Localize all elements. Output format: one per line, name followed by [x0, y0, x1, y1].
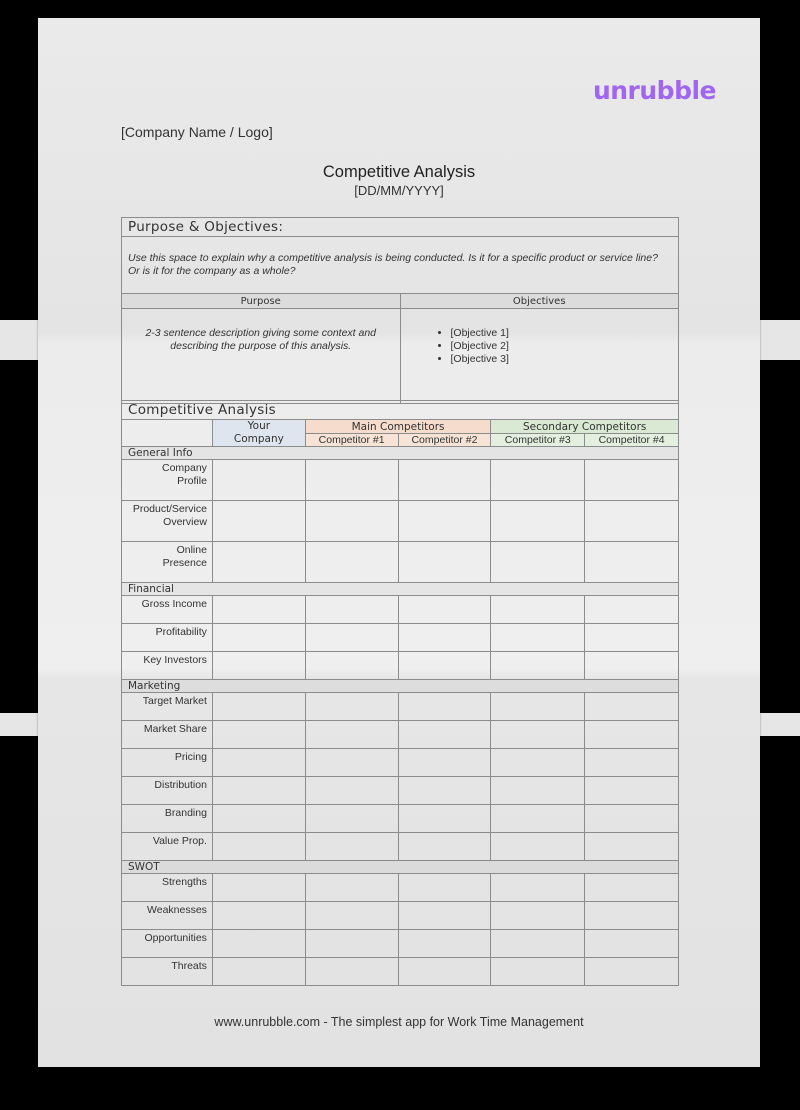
- input-cell[interactable]: [491, 874, 585, 902]
- input-cell[interactable]: [585, 460, 679, 501]
- table-row: [122, 833, 679, 861]
- row-label: Gross Income: [122, 596, 213, 624]
- input-cell[interactable]: [491, 721, 585, 749]
- row-label-line: Company: [161, 462, 207, 474]
- table-row: [122, 874, 679, 902]
- input-cell[interactable]: [398, 542, 491, 583]
- input-cell[interactable]: [212, 833, 305, 861]
- input-cell[interactable]: [491, 652, 585, 680]
- secondary-competitors-header: Secondary Competitors: [491, 420, 679, 434]
- objectives-cell: [400, 309, 679, 404]
- input-cell[interactable]: [305, 624, 398, 652]
- input-cell[interactable]: [398, 721, 491, 749]
- table-row: [122, 805, 679, 833]
- input-cell[interactable]: [398, 652, 491, 680]
- row-label: Key Investors: [122, 652, 213, 680]
- input-cell[interactable]: [305, 958, 398, 986]
- row-label: Target Market: [122, 693, 213, 721]
- input-cell[interactable]: [305, 596, 398, 624]
- input-cell[interactable]: [491, 693, 585, 721]
- input-cell[interactable]: [585, 930, 679, 958]
- input-cell[interactable]: [585, 693, 679, 721]
- competitor-2-header: Competitor #2: [398, 434, 491, 447]
- fold-shadow: [760, 713, 800, 736]
- input-cell[interactable]: [212, 777, 305, 805]
- input-cell[interactable]: [491, 777, 585, 805]
- row-label: [122, 460, 213, 501]
- input-cell[interactable]: [212, 874, 305, 902]
- input-cell[interactable]: [491, 958, 585, 986]
- date-placeholder: [DD/MM/YYYY]: [354, 183, 444, 198]
- row-label: Value Prop.: [122, 833, 213, 861]
- input-cell[interactable]: [585, 721, 679, 749]
- input-cell[interactable]: [398, 833, 491, 861]
- row-label-line: Product/Service: [132, 503, 207, 515]
- table-row: [122, 777, 679, 805]
- input-cell[interactable]: [398, 874, 491, 902]
- table-row: [122, 624, 679, 652]
- input-cell[interactable]: [212, 501, 305, 542]
- table-row: [122, 693, 679, 721]
- row-label: Market Share: [122, 721, 213, 749]
- input-cell[interactable]: [491, 501, 585, 542]
- input-cell[interactable]: [398, 693, 491, 721]
- section-header: General Info: [122, 447, 679, 460]
- input-cell[interactable]: [491, 805, 585, 833]
- section-header: SWOT: [122, 861, 679, 874]
- purpose-text: 2-3 sentence description giving some context and describing the purpose of this analysis.: [122, 309, 401, 404]
- input-cell[interactable]: [212, 902, 305, 930]
- input-cell[interactable]: [212, 930, 305, 958]
- purpose-column-header: Purpose: [122, 294, 401, 309]
- input-cell[interactable]: [212, 596, 305, 624]
- input-cell[interactable]: [398, 902, 491, 930]
- row-label: Branding: [122, 805, 213, 833]
- objective-item: • [Objective 3]: [451, 353, 679, 366]
- input-cell[interactable]: [585, 624, 679, 652]
- row-label: Opportunities: [122, 930, 213, 958]
- input-cell[interactable]: [305, 501, 398, 542]
- input-cell[interactable]: [305, 902, 398, 930]
- input-cell[interactable]: [305, 652, 398, 680]
- input-cell[interactable]: [398, 624, 491, 652]
- input-cell[interactable]: [212, 749, 305, 777]
- input-cell[interactable]: [491, 902, 585, 930]
- input-cell[interactable]: [585, 833, 679, 861]
- input-cell[interactable]: [585, 501, 679, 542]
- input-cell[interactable]: [491, 624, 585, 652]
- input-cell[interactable]: [585, 596, 679, 624]
- table-row: [122, 721, 679, 749]
- input-cell[interactable]: [305, 874, 398, 902]
- row-label-line: Presence: [162, 557, 207, 569]
- input-cell[interactable]: [491, 542, 585, 583]
- table-row: [122, 902, 679, 930]
- row-label-line: Online: [176, 544, 207, 556]
- input-cell[interactable]: [305, 749, 398, 777]
- document-title: Competitive Analysis: [322, 163, 476, 181]
- main-competitors-header: Main Competitors: [305, 420, 491, 434]
- input-cell[interactable]: [398, 749, 491, 777]
- input-cell[interactable]: [398, 958, 491, 986]
- input-cell[interactable]: [212, 624, 305, 652]
- row-label: Strengths: [122, 874, 213, 902]
- input-cell[interactable]: [212, 542, 305, 583]
- purpose-objectives-table: [121, 217, 679, 404]
- input-cell[interactable]: [305, 833, 398, 861]
- your-company-header: Your Company: [212, 420, 305, 447]
- input-cell[interactable]: [585, 874, 679, 902]
- input-cell[interactable]: [585, 542, 679, 583]
- table-row: [122, 542, 679, 583]
- input-cell[interactable]: [585, 652, 679, 680]
- input-cell[interactable]: [305, 721, 398, 749]
- objective-item: • [Objective 2]: [451, 340, 679, 353]
- input-cell[interactable]: [212, 958, 305, 986]
- input-cell[interactable]: [585, 902, 679, 930]
- input-cell[interactable]: [398, 596, 491, 624]
- document-page: [38, 18, 760, 1067]
- fold-shadow: [760, 320, 800, 360]
- objectives-column-header: Objectives: [400, 294, 679, 309]
- input-cell[interactable]: [585, 805, 679, 833]
- competitive-analysis-table: [121, 400, 679, 986]
- section-header: Marketing: [122, 680, 679, 693]
- input-cell[interactable]: [398, 501, 491, 542]
- row-label: Weaknesses: [122, 902, 213, 930]
- input-cell[interactable]: [585, 777, 679, 805]
- objectives-list: [401, 327, 679, 366]
- input-cell[interactable]: [305, 693, 398, 721]
- purpose-section-title: Purpose & Objectives:: [122, 218, 679, 237]
- competitor-3-header: Competitor #3: [491, 434, 585, 447]
- input-cell[interactable]: [398, 460, 491, 501]
- input-cell[interactable]: [398, 777, 491, 805]
- row-label-line: Profile: [177, 475, 207, 487]
- input-cell[interactable]: [305, 542, 398, 583]
- company-name-placeholder: [Company Name / Logo]: [121, 124, 273, 140]
- input-cell[interactable]: [305, 460, 398, 501]
- table-row: [122, 930, 679, 958]
- footer-text: www.unrubble.com - The simplest app for Work Time Management: [214, 1015, 584, 1029]
- unrubble-logo: unrubble: [592, 76, 716, 105]
- fold-shadow: [0, 713, 38, 736]
- input-cell[interactable]: [491, 749, 585, 777]
- input-cell[interactable]: [491, 833, 585, 861]
- input-cell[interactable]: [305, 777, 398, 805]
- blank-corner: [122, 420, 213, 447]
- row-label: Profitability: [122, 624, 213, 652]
- input-cell[interactable]: [398, 930, 491, 958]
- row-label: Threats: [122, 958, 213, 986]
- row-label: [122, 542, 213, 583]
- competitor-1-header: Competitor #1: [305, 434, 398, 447]
- input-cell[interactable]: [212, 460, 305, 501]
- input-cell[interactable]: [491, 596, 585, 624]
- purpose-description: Use this space to explain why a competitive analysis is being conducted. Is it for a specific product or service line? Or is it for the company as a whole?: [122, 237, 679, 294]
- input-cell[interactable]: [212, 693, 305, 721]
- input-cell[interactable]: [212, 721, 305, 749]
- row-label: Pricing: [122, 749, 213, 777]
- table-row: [122, 596, 679, 624]
- input-cell[interactable]: [585, 749, 679, 777]
- row-label-line: Overview: [163, 516, 207, 528]
- input-cell[interactable]: [491, 460, 585, 501]
- input-cell[interactable]: [491, 930, 585, 958]
- section-header: Financial: [122, 583, 679, 596]
- input-cell[interactable]: [305, 805, 398, 833]
- table-row: [122, 460, 679, 501]
- row-label: [122, 501, 213, 542]
- input-cell[interactable]: [212, 805, 305, 833]
- table-row: [122, 749, 679, 777]
- input-cell[interactable]: [212, 652, 305, 680]
- row-label: Distribution: [122, 777, 213, 805]
- competitor-4-header: Competitor #4: [585, 434, 679, 447]
- objective-item: • [Objective 1]: [451, 327, 679, 340]
- input-cell[interactable]: [398, 805, 491, 833]
- fold-shadow: [0, 320, 38, 360]
- input-cell[interactable]: [585, 958, 679, 986]
- table-row: [122, 958, 679, 986]
- input-cell[interactable]: [305, 930, 398, 958]
- table-row: [122, 501, 679, 542]
- table-row: [122, 652, 679, 680]
- analysis-title: Competitive Analysis: [122, 401, 679, 420]
